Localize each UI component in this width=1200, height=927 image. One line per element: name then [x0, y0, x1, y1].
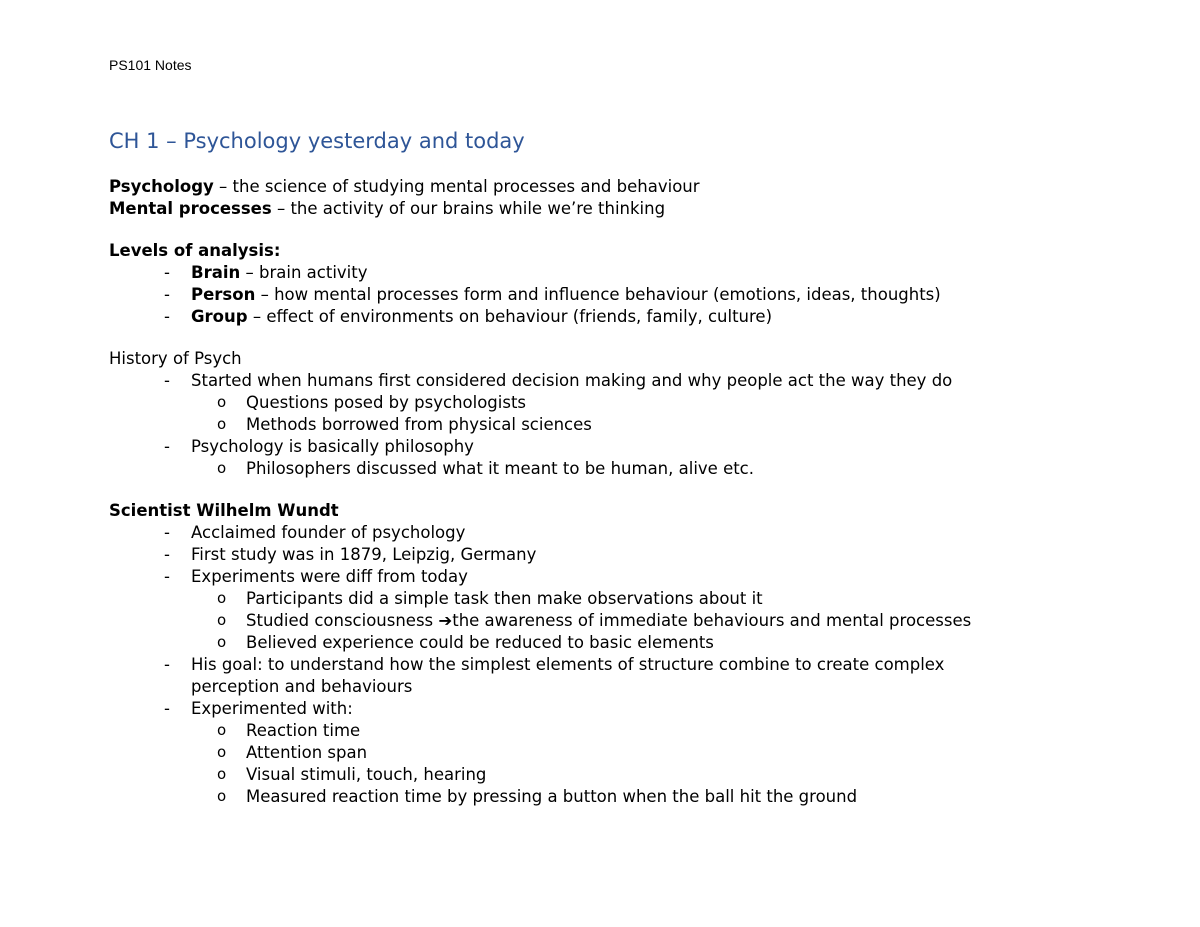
definition-text: – the activity of our brains while we’re thinking — [271, 199, 666, 218]
sub-list-item — [109, 786, 1109, 808]
sub-list-item — [109, 610, 1109, 632]
list-item — [109, 284, 1109, 306]
circle-bullet: o — [217, 589, 227, 607]
sub-list-item — [109, 632, 1109, 654]
circle-bullet: o — [217, 721, 227, 739]
list-item-text: – effect of environments on behaviour (friends, family, culture) — [247, 307, 773, 326]
wundt-title: Scientist Wilhelm Wundt — [109, 501, 339, 520]
list-item-text: Experiments were diff from today — [191, 567, 468, 586]
dash-bullet: - — [164, 523, 170, 542]
dash-bullet: - — [164, 371, 170, 390]
list-item — [109, 654, 1109, 698]
list-item — [109, 566, 1109, 588]
sub-list-item-text: Visual stimuli, touch, hearing — [246, 765, 487, 784]
list-item-text: Psychology is basically philosophy — [191, 437, 474, 456]
list-item-text: – how mental processes form and influence behaviour (emotions, ideas, thoughts) — [255, 285, 941, 304]
sub-list-item — [109, 414, 1109, 436]
dash-bullet: - — [164, 263, 170, 282]
circle-bullet: o — [217, 787, 227, 805]
circle-bullet: o — [217, 743, 227, 761]
sub-list-item-text: Reaction time — [246, 721, 361, 740]
dash-bullet: - — [164, 437, 170, 456]
dash-bullet: - — [164, 699, 170, 718]
sub-list-item — [109, 764, 1109, 786]
circle-bullet: o — [217, 611, 227, 629]
sub-list-item-text: the awareness of immediate behaviours and mental processes — [452, 611, 972, 630]
list-item-text: His goal: to understand how the simplest elements of structure combine to create complex perception and behaviours — [191, 655, 945, 696]
list-item-text: – brain activity — [240, 263, 368, 282]
list-item — [109, 436, 1109, 458]
sub-list-item — [109, 458, 1109, 480]
list-item — [109, 522, 1109, 544]
sub-list-item-text: Attention span — [246, 743, 368, 762]
sub-list-item — [109, 588, 1109, 610]
definition-psychology — [109, 176, 1109, 198]
list-item-text: First study was in 1879, Leipzig, Germany — [191, 545, 537, 564]
definition-mental-processes — [109, 198, 1109, 220]
list-item — [109, 370, 1109, 392]
list-item-text: Experimented with: — [191, 699, 353, 718]
sub-list-item-text: Methods borrowed from physical sciences — [246, 415, 592, 434]
page-header: PS101 Notes — [109, 57, 192, 73]
circle-bullet: o — [217, 415, 227, 433]
dash-bullet: - — [164, 567, 170, 586]
levels-title: Levels of analysis: — [109, 241, 281, 260]
circle-bullet: o — [217, 459, 227, 477]
list-item-text: Acclaimed founder of psychology — [191, 523, 466, 542]
circle-bullet: o — [217, 765, 227, 783]
sub-list-item — [109, 742, 1109, 764]
dash-bullet: - — [164, 545, 170, 564]
sub-list-item-text: Believed experience could be reduced to basic elements — [246, 633, 714, 652]
dash-bullet: - — [164, 655, 170, 674]
list-item — [109, 698, 1109, 720]
list-item-term: Person — [191, 285, 256, 304]
definition-term: Mental processes — [109, 199, 272, 218]
dash-bullet: - — [164, 307, 170, 326]
circle-bullet: o — [217, 633, 227, 651]
history-title: History of Psych — [109, 349, 242, 368]
list-item — [109, 306, 1109, 328]
arrow-right-icon: ➔ — [438, 611, 453, 630]
list-item-term: Group — [191, 307, 248, 326]
sub-list-item-text: Measured reaction time by pressing a button when the ball hit the ground — [246, 787, 858, 806]
sub-list-item — [109, 720, 1109, 742]
sub-list-item-text: Studied consciousness — [246, 611, 439, 630]
sub-list-item-text: Philosophers discussed what it meant to be human, alive etc. — [246, 459, 755, 478]
list-item-text: Started when humans first considered decision making and why people act the way they do — [191, 371, 953, 390]
sub-list-item-text: Questions posed by psychologists — [246, 393, 527, 412]
definition-term: Psychology — [109, 177, 214, 196]
dash-bullet: - — [164, 285, 170, 304]
list-item — [109, 262, 1109, 284]
document-body — [109, 176, 1109, 808]
sub-list-item-text: Participants did a simple task then make observations about it — [246, 589, 763, 608]
circle-bullet: o — [217, 393, 227, 411]
list-item — [109, 544, 1109, 566]
sub-list-item — [109, 392, 1109, 414]
list-item-term: Brain — [191, 263, 241, 282]
definition-text: – the science of studying mental processes and behaviour — [213, 177, 700, 196]
chapter-heading: CH 1 – Psychology yesterday and today — [109, 129, 525, 153]
